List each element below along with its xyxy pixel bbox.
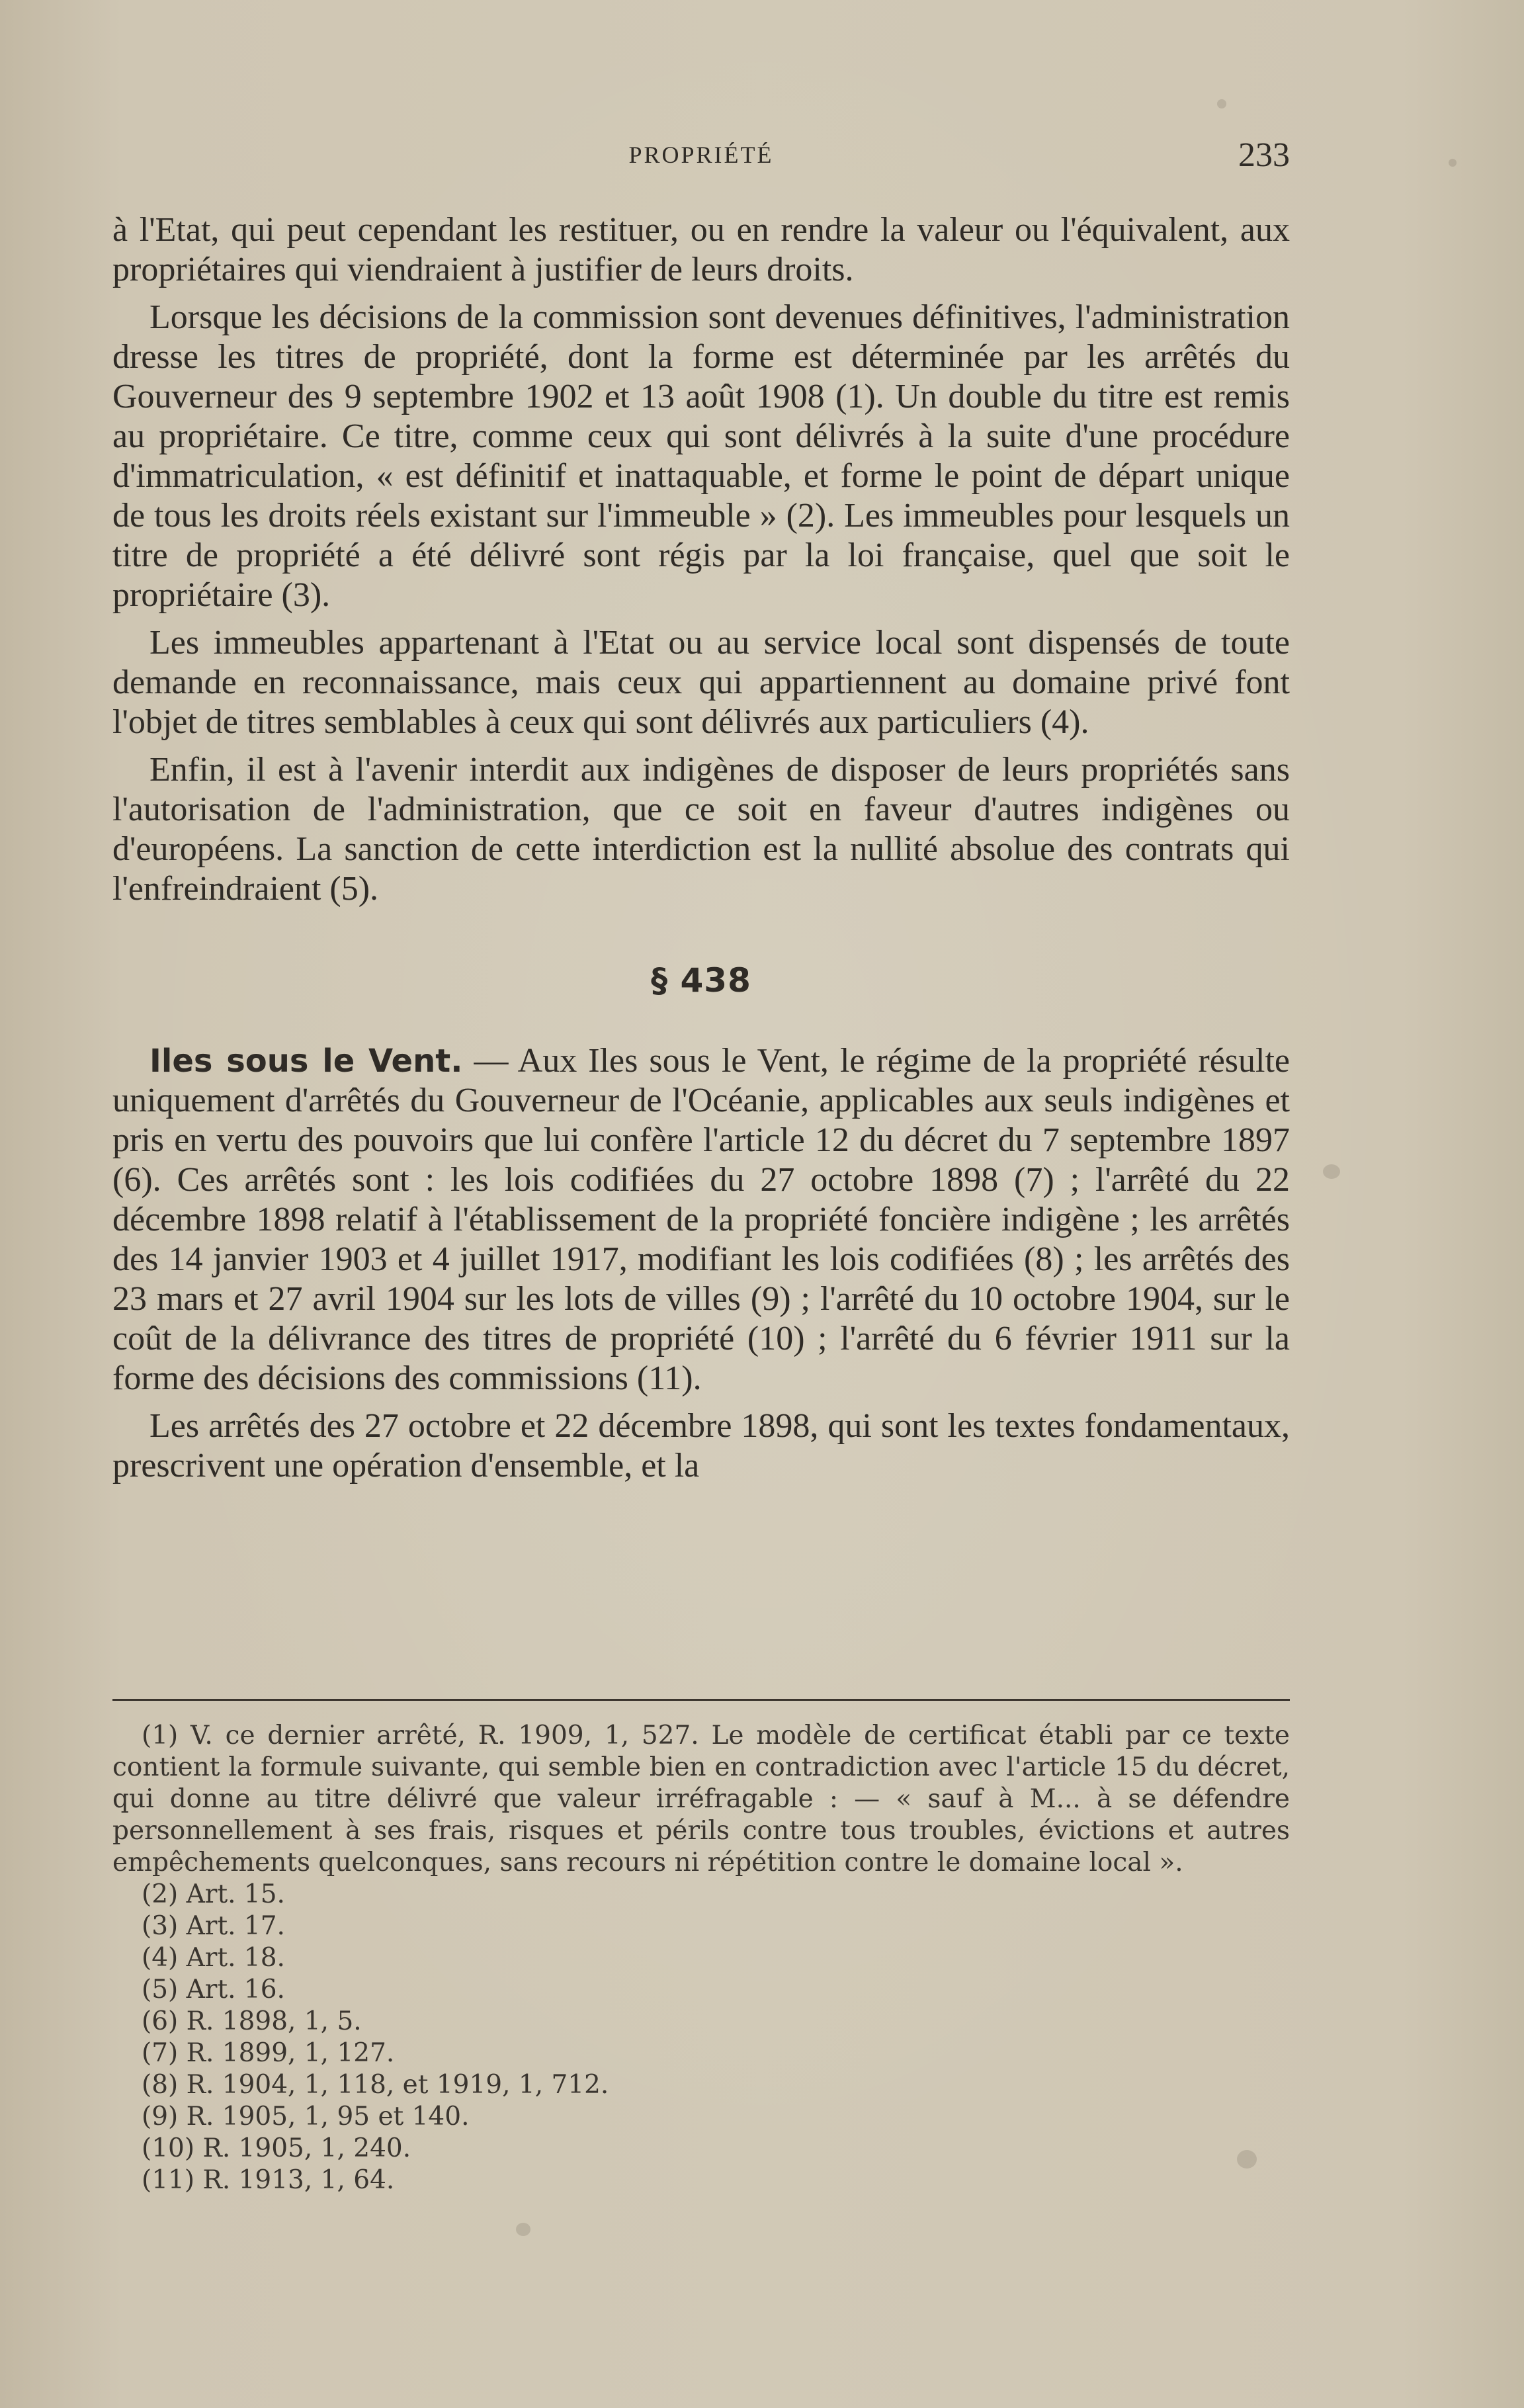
paragraph (112, 1041, 1290, 1398)
paragraph-lead: Iles sous le Vent. (149, 1043, 463, 1080)
paragraph: Lorsque les décisions de la commission sont devenues définitives, l'administration dresse les titres de propriété, dont la forme est déterminée par les arrêtés du Gouverneur des 9 septembre 1902 et 13 août 1908 (1). Un double du titre est remis au propriétaire. Ce titre, comme ceux qui sont délivrés à la suite d'une procédure d'immatriculation, « est définitif et inattaquable, et forme le point de départ unique de tous les droits réels existant sur l'immeuble » (2). Les immeubles pour lesquels un titre de propriété a été délivré sont régis par la loi française, quel que soit le propriétaire (3). (112, 298, 1290, 614)
footnote: (6) R. 1898, 1, 5. (142, 2006, 362, 2036)
footnote: (9) R. 1905, 1, 95 et 140. (142, 2102, 470, 2131)
footnote: (3) Art. 17. (142, 1911, 285, 1941)
paper-spot (516, 2223, 530, 2236)
paper-spot (1449, 159, 1457, 167)
page-header (112, 136, 1290, 175)
footnote: (8) R. 1904, 1, 118, et 1919, 1, 712. (142, 2070, 609, 2100)
paragraph: Les arrêtés des 27 octobre et 22 décembre 1898, qui sont les textes fondamentaux, prescrivent une opération d'ensemble, et la (112, 1407, 1290, 1484)
footnote: (2) Art. 15. (142, 1879, 285, 1909)
section-heading: § 438 (651, 961, 751, 1000)
footnote-rule (112, 1699, 1290, 1701)
paper-spot (1323, 1164, 1340, 1179)
page-number: 233 (1238, 136, 1290, 174)
paragraph-text: — Aux Iles sous le Vent, le régime de la propriété résulte uniquement d'arrêtés du Gouverneur de l'Océanie, applicables aux seuls indigènes et pris en vertu des pouvoirs que lui confère l'article 12 du décret du 7 septembre 1897 (6). Ces arrêtés sont : les lois codifiées du 27 octobre 1898 (7) ; l'arrêté du 22 décembre 1898 relatif à l'établissement de la propriété foncière indigène ; les arrêtés des 14 janvier 1903 et 4 juillet 1917, modifiant les lois codifiées (8) ; les arrêtés des 23 mars et 27 avril 1904 sur les lots de villes (9) ; l'arrêté du 10 octobre 1904, sur le coût de la délivrance des titres de propriété (10) ; l'arrêté du 6 février 1911 sur la forme des décisions des commissions (11). (112, 1042, 1290, 1397)
paragraph: Les immeubles appartenant à l'Etat ou au service local sont dispensés de toute demande en reconnaissance, mais ceux qui appartiennent au domaine privé font l'objet de titres semblables à ceux qui sont délivrés aux particuliers (4). (112, 624, 1290, 741)
paper-spot (1217, 99, 1226, 108)
footnote: (5) Art. 16. (142, 1975, 285, 2004)
body-text (112, 210, 1290, 1494)
footnote: (1) V. ce dernier arrêté, R. 1909, 1, 527. Le modèle de certificat établi par ce texte contient la formule suivante, qui semble bien en contradiction avec l'article 15 du décret, qui donne au titre délivré que valeur irréfragable : — « sauf à M... à se défendre personnellement à ses frais, risques et périls contre tous troubles, évictions et autres empêchements quelconques, sans recours ni répétition contre le domaine local ». (112, 1721, 1290, 1877)
paragraph: Enfin, il est à l'avenir interdit aux indigènes de disposer de leurs propriétés sans l'autorisation de l'administration, que ce soit en faveur d'autres indigènes ou d'européens. La sanction de cette interdiction est la nullité absolue des contrats qui l'enfreindraient (5). (112, 751, 1290, 908)
running-title: PROPRIÉTÉ (628, 142, 774, 168)
footnote: (7) R. 1899, 1, 127. (142, 2038, 395, 2068)
paragraph: à l'Etat, qui peut cependant les restituer, ou en rendre la valeur ou l'équivalent, aux propriétaires qui viendraient à justifier de leurs droits. (112, 211, 1290, 288)
footnote: (10) R. 1905, 1, 240. (142, 2133, 411, 2163)
footnotes (112, 1720, 1290, 2196)
footnote: (11) R. 1913, 1, 64. (142, 2165, 395, 2195)
footnote: (4) Art. 18. (142, 1943, 285, 1973)
